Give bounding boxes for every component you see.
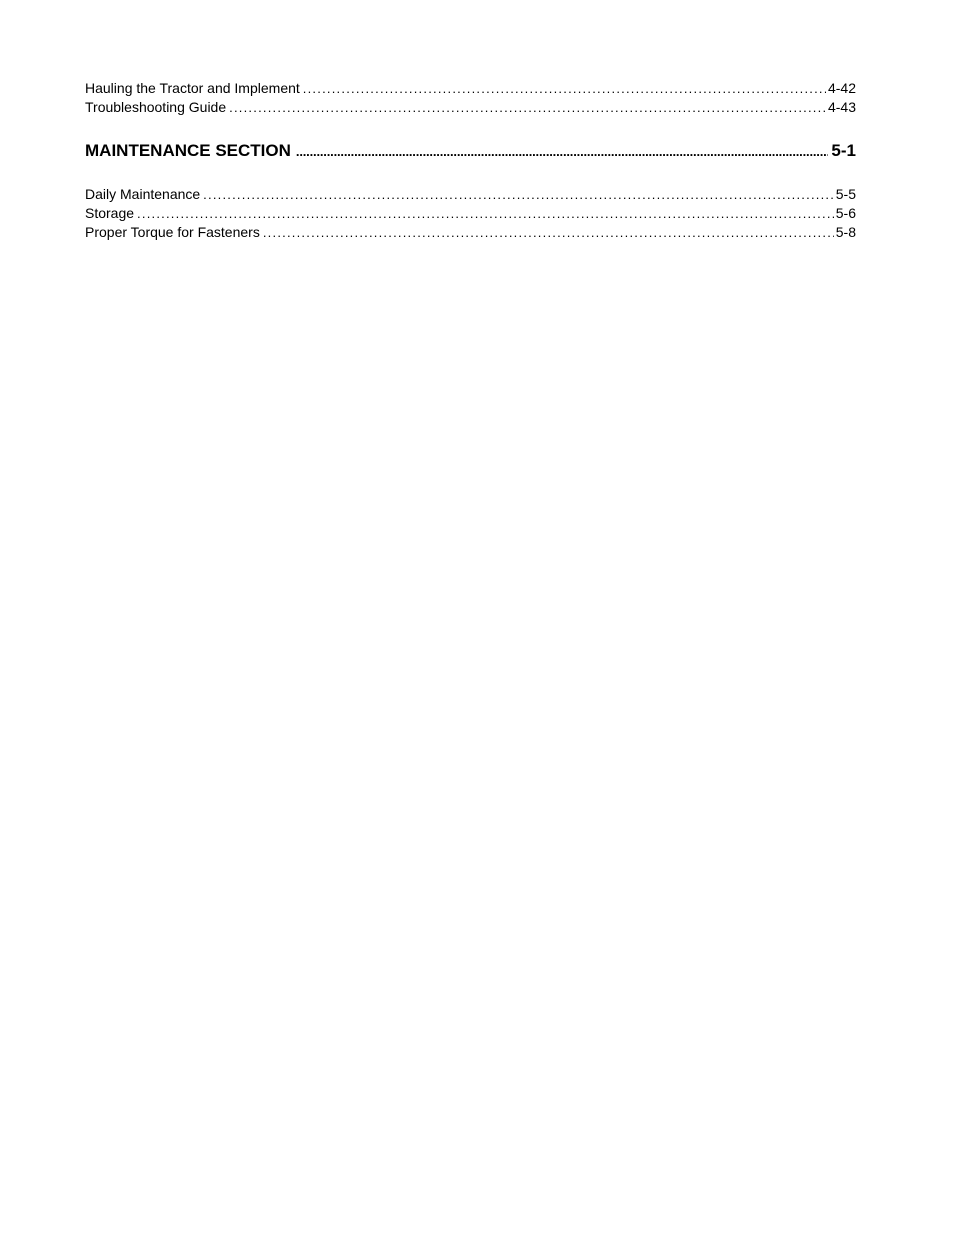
table-of-contents	[85, 79, 856, 242]
toc-entry-page: 5-6	[835, 205, 856, 221]
section-page: 5-1	[828, 140, 856, 162]
toc-entry-title: Hauling the Tractor and Implement	[85, 79, 303, 98]
dot-leader	[296, 141, 829, 163]
dot-leader	[263, 223, 834, 242]
toc-entry-troubleshooting[interactable]	[85, 98, 856, 117]
toc-entry-page: 4-43	[827, 99, 856, 115]
toc-entry-page: 5-8	[835, 224, 856, 240]
toc-entry-torque[interactable]	[85, 223, 856, 242]
toc-entry-page: 5-5	[835, 186, 856, 202]
toc-entry-title: Daily Maintenance	[85, 185, 203, 204]
dot-leader	[137, 204, 834, 223]
toc-entry-page: 4-42	[827, 80, 856, 96]
toc-entry-title: Proper Torque for Fasteners	[85, 223, 263, 242]
toc-entry-title: Troubleshooting Guide	[85, 98, 229, 117]
toc-section-maintenance[interactable]	[85, 140, 856, 163]
toc-entry-storage[interactable]	[85, 204, 856, 223]
toc-entry-hauling[interactable]	[85, 79, 856, 98]
toc-entry-daily-maintenance[interactable]	[85, 185, 856, 204]
dot-leader	[229, 98, 826, 117]
section-title: MAINTENANCE SECTION	[85, 140, 296, 162]
dot-leader	[203, 185, 834, 204]
toc-entry-title: Storage	[85, 204, 137, 223]
dot-leader	[303, 79, 826, 98]
